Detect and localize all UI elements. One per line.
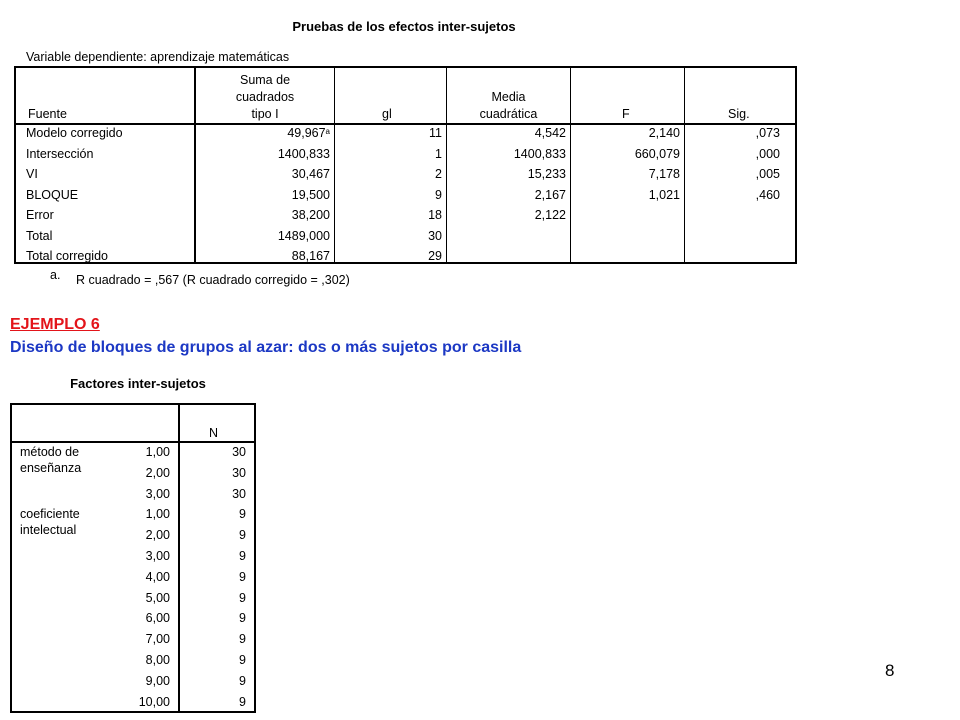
factor-level: 2,00 xyxy=(145,465,170,480)
effects-cell-ss: 19,500 xyxy=(291,187,330,202)
footnote: R cuadrado = ,567 (R cuadrado corregido = ,302) xyxy=(76,273,350,287)
effects-cell-source: Modelo corregido xyxy=(26,126,123,140)
footnote-mark: a. xyxy=(50,268,61,282)
page-number: 8 xyxy=(885,661,895,680)
factor-level: 3,00 xyxy=(145,486,170,501)
effects-cell-ms: 4,542 xyxy=(534,126,566,140)
header-df: gl xyxy=(382,107,392,121)
example-subtitle: Diseño de bloques de grupos al azar: dos o más sujetos por casilla xyxy=(10,339,522,356)
factor-n: 9 xyxy=(239,549,246,563)
header-divider xyxy=(16,123,795,125)
factor-n: 9 xyxy=(239,611,246,626)
effects-cell-sig: ,005 xyxy=(755,167,780,181)
effects-cell-df: 18 xyxy=(428,208,442,222)
ss-value: 49,967 xyxy=(287,126,326,140)
effects-cell-ms: 2,167 xyxy=(534,187,566,202)
factor-level: 9,00 xyxy=(145,673,170,688)
factor-n: 9 xyxy=(239,694,246,709)
effects-cell-ss: 38,200 xyxy=(291,208,330,222)
effects-cell-df: 9 xyxy=(435,187,442,202)
effects-cell-source: VI xyxy=(26,167,38,181)
row-header-divider xyxy=(178,405,180,711)
effects-table-title: Pruebas de los efectos inter-sujetos xyxy=(292,19,516,34)
factor-n: 9 xyxy=(239,632,246,647)
effects-cell-source: BLOQUE xyxy=(26,187,79,202)
effects-cell-source: Total xyxy=(26,228,53,243)
effects-cell-f: 2,140 xyxy=(648,126,680,140)
factor-n: 30 xyxy=(232,486,246,501)
factors-table xyxy=(10,403,256,713)
effects-cell-sig: ,073 xyxy=(755,126,780,140)
header-n: N xyxy=(209,426,219,440)
effects-cell-f: 660,079 xyxy=(634,146,680,161)
factor-n: 9 xyxy=(239,673,246,688)
dependent-variable-label: Variable dependiente: aprendizaje matemáticas xyxy=(26,50,290,64)
effects-cell-sig: ,000 xyxy=(755,146,780,161)
effects-table xyxy=(14,66,797,264)
column-divider xyxy=(570,68,571,262)
header-ss-line1: Suma de xyxy=(239,73,291,87)
effects-cell-df: 2 xyxy=(435,167,442,181)
effects-cell-ms: 1400,833 xyxy=(513,146,566,161)
effects-cell-df: 11 xyxy=(429,126,442,140)
factor-level: 5,00 xyxy=(145,590,170,605)
header-ms-line2: cuadrática xyxy=(479,107,538,121)
effects-cell-ss: 1400,833 xyxy=(277,146,330,161)
effects-cell-ms: 15,233 xyxy=(527,167,566,181)
effects-cell-ss: 88,167 xyxy=(291,249,330,263)
factor-n: 30 xyxy=(232,445,246,459)
effects-cell-f: 7,178 xyxy=(648,167,680,181)
factors-table-title: Factores inter-sujetos xyxy=(70,376,206,391)
factor-name: enseñanza xyxy=(20,461,82,475)
column-divider xyxy=(684,68,685,262)
effects-cell-ms: 2,122 xyxy=(534,208,566,222)
factor-level: 7,00 xyxy=(145,632,170,647)
header-divider xyxy=(12,441,254,443)
factor-n: 30 xyxy=(232,465,246,480)
header-source: Fuente xyxy=(28,107,67,121)
factor-name: intelectual xyxy=(20,523,77,538)
factor-level: 10,00 xyxy=(138,694,170,709)
example-heading: EJEMPLO 6 xyxy=(10,316,100,333)
factor-level: 3,00 xyxy=(145,549,170,563)
factor-n: 9 xyxy=(239,590,246,605)
factor-n: 9 xyxy=(239,569,246,584)
effects-cell-source: Total corregido xyxy=(26,249,108,263)
effects-cell-ss: 30,467 xyxy=(291,167,330,181)
factor-n: 9 xyxy=(239,528,246,543)
factor-n: 9 xyxy=(239,507,246,522)
factor-name: método de xyxy=(20,445,80,459)
effects-cell-ss: 1489,000 xyxy=(277,228,330,243)
factor-level: 8,00 xyxy=(145,653,170,667)
header-ms-line1: Media xyxy=(491,90,526,104)
header-ss-line2: cuadrados xyxy=(235,90,295,104)
footnote-superscript: a xyxy=(325,127,330,136)
effects-cell-df: 30 xyxy=(428,228,442,243)
column-divider xyxy=(334,68,335,262)
effects-cell-source: Error xyxy=(26,208,54,222)
factor-level: 4,00 xyxy=(145,569,170,584)
effects-cell-source: Intersección xyxy=(26,146,94,161)
factor-name: coeficiente xyxy=(20,507,80,522)
header-sig: Sig. xyxy=(728,107,750,121)
effects-cell-df: 29 xyxy=(428,249,442,263)
factor-n: 9 xyxy=(239,653,246,667)
effects-cell-ss xyxy=(196,126,330,141)
factor-level: 6,00 xyxy=(145,611,170,626)
factor-level: 2,00 xyxy=(145,528,170,543)
effects-cell-f: 1,021 xyxy=(648,187,680,202)
factor-level: 1,00 xyxy=(145,507,170,522)
header-ss-line3: tipo I xyxy=(251,107,279,121)
factor-level: 1,00 xyxy=(145,445,170,459)
effects-cell-sig: ,460 xyxy=(755,187,780,202)
header-f: F xyxy=(622,107,630,121)
effects-cell-df: 1 xyxy=(435,146,442,161)
